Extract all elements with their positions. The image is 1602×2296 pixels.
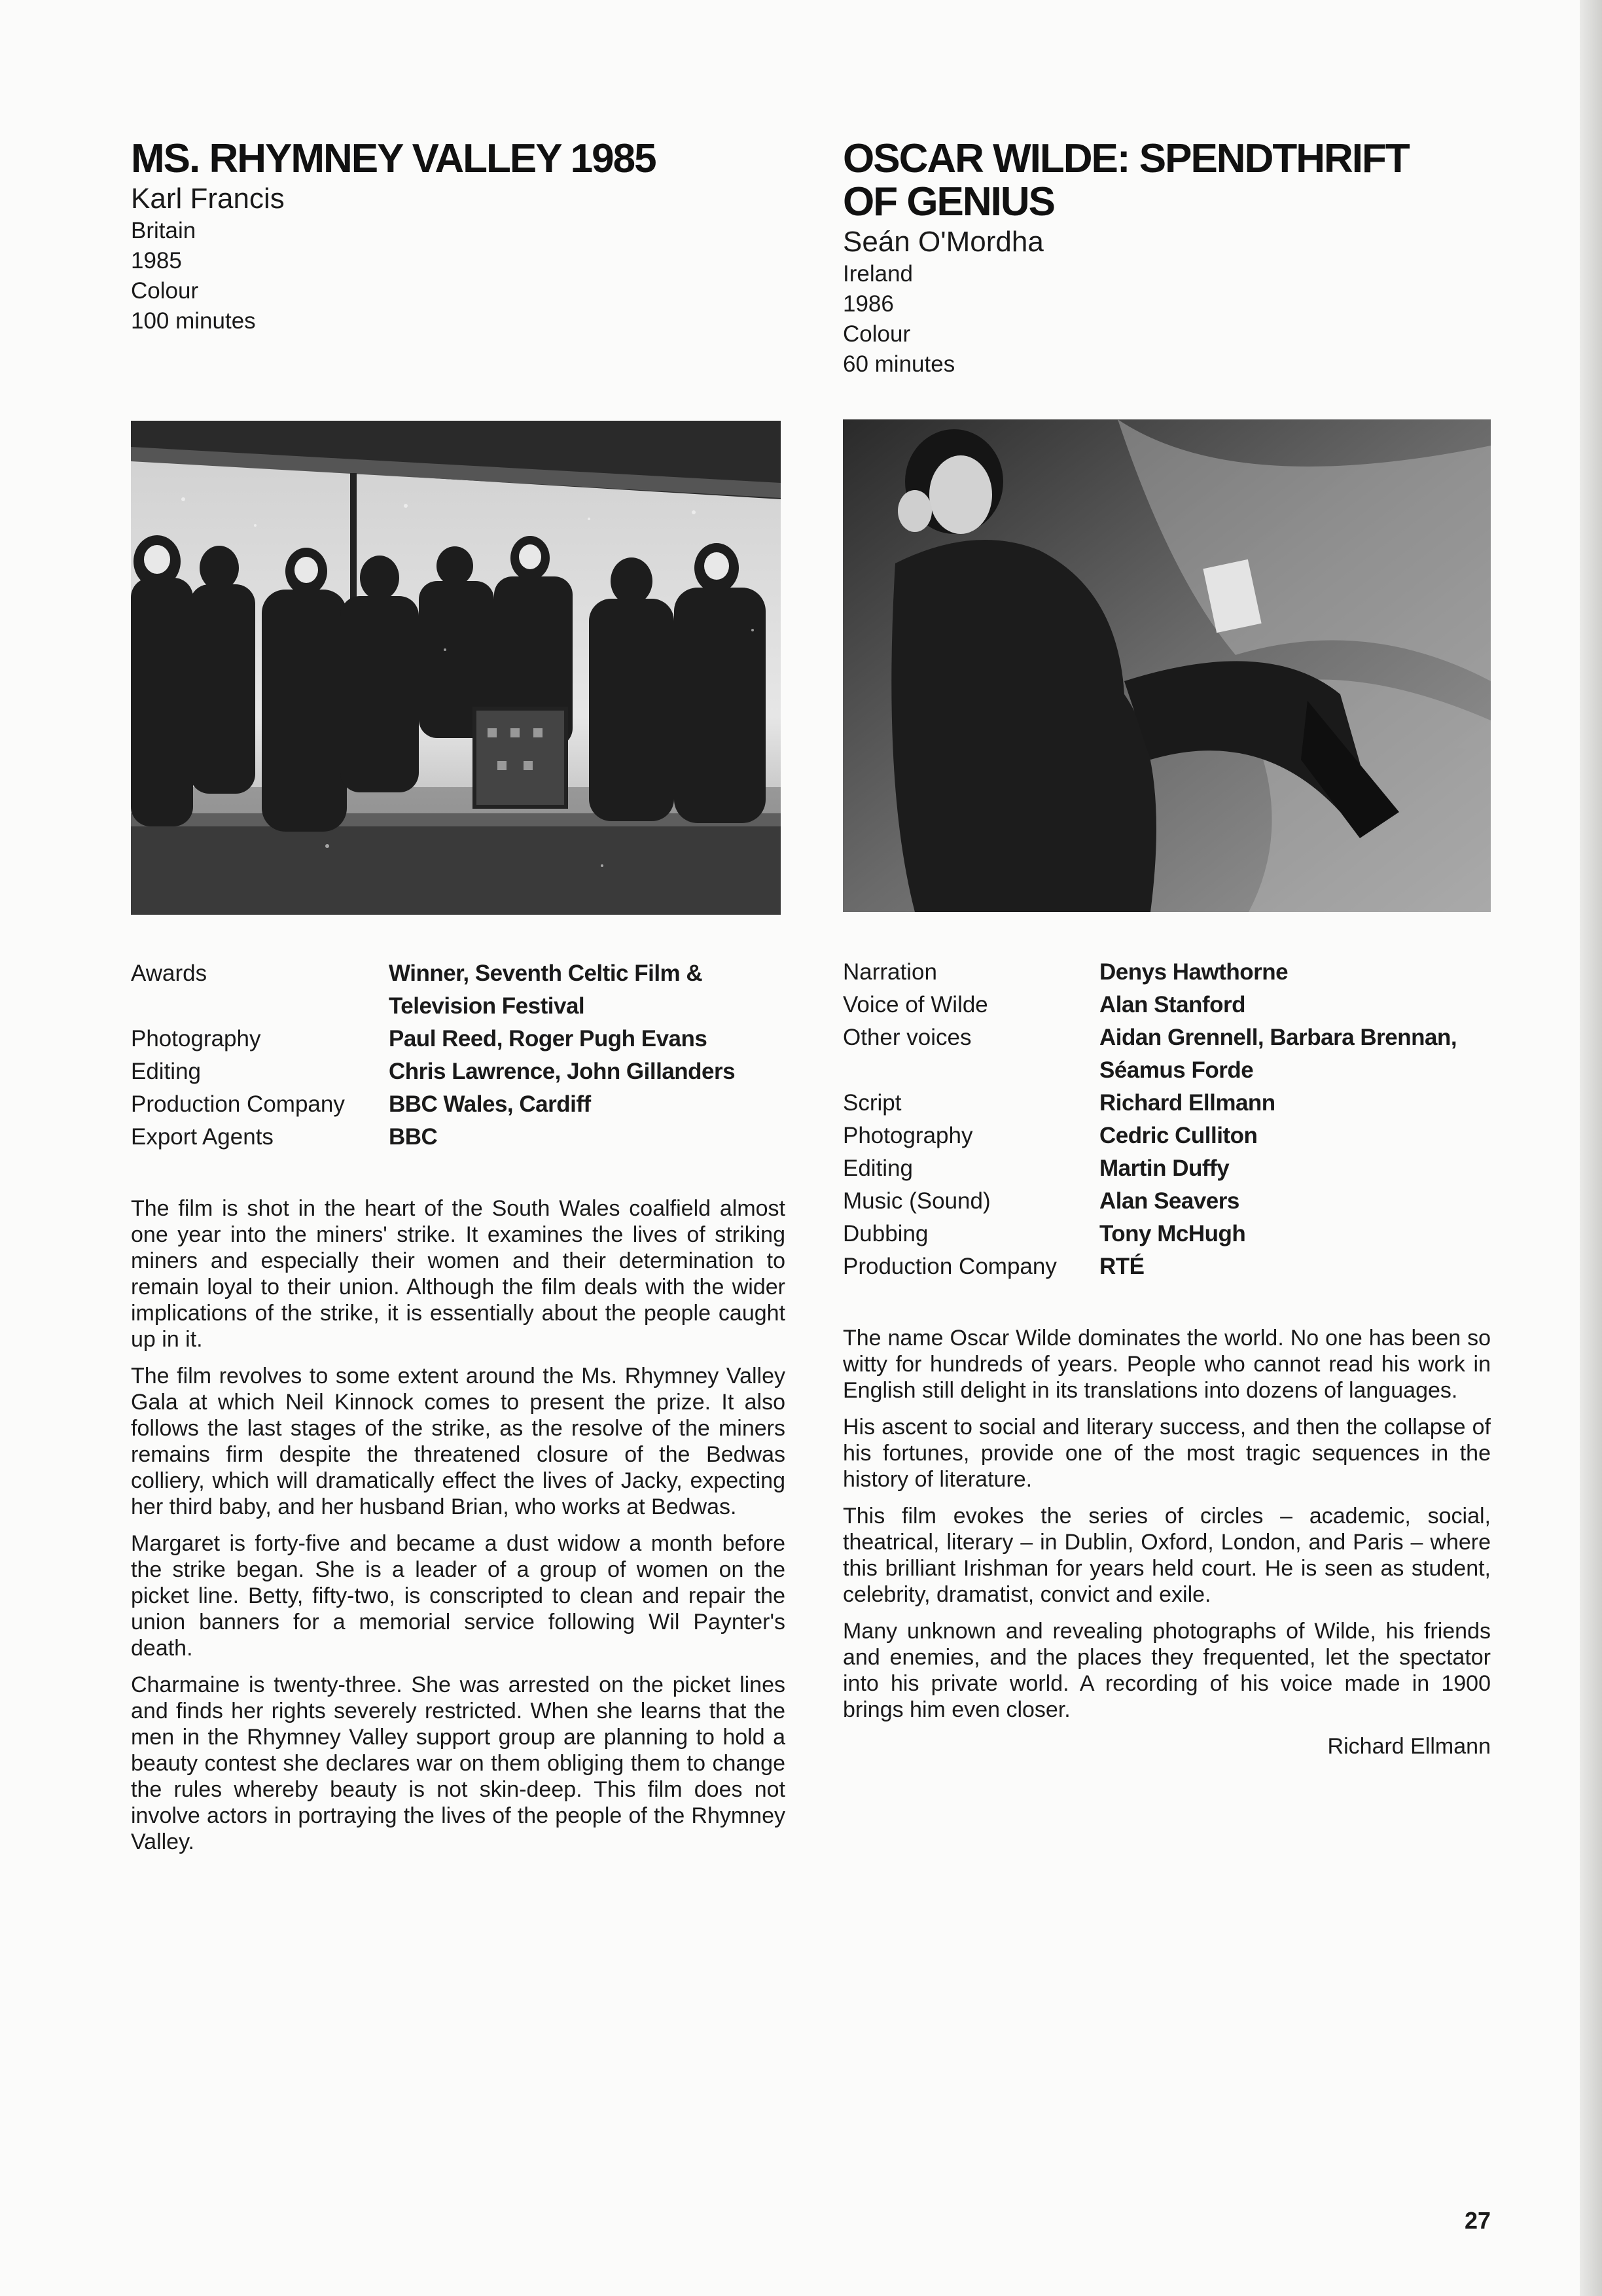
- credit-name: Aidan Grennell, Barbara Brennan, Séamus Forde: [1099, 1025, 1457, 1083]
- left-film-director: Karl Francis: [131, 183, 285, 215]
- left-film-title: MS. RHYMNEY VALLEY 1985: [131, 136, 656, 181]
- right-film-header: [843, 137, 1491, 380]
- credit-role: Production Company: [843, 1254, 1057, 1279]
- credit-row: [843, 1250, 1491, 1283]
- credit-name: Martin Duffy: [1099, 1156, 1230, 1181]
- credit-row: [131, 1088, 785, 1121]
- credit-role: Awards: [131, 961, 207, 986]
- credit-row: [131, 957, 785, 1023]
- credit-row: [131, 1121, 785, 1154]
- body-paragraph: The film is shot in the heart of the South Wales coalfield almost one year into the miners' strike. It examines the lives of striking miners and especially their women and their determination to remain loyal to their union. Although the film deals with the wider implications of the strike, it is essentially about the people caught up in it.: [131, 1196, 785, 1352]
- credit-role: Script: [843, 1090, 902, 1116]
- credit-name: RTÉ: [1099, 1254, 1145, 1279]
- credit-name: Alan Stanford: [1099, 992, 1245, 1017]
- credit-row: [131, 1023, 785, 1055]
- body-paragraph: Many unknown and revealing photographs of Wilde, his friends and enemies, and the places they frequented, let the spectator into his private world. A recording of his voice made in 1900 brings him even closer.: [843, 1619, 1491, 1722]
- credit-name: BBC Wales, Cardiff: [389, 1091, 591, 1117]
- credit-row: [843, 1021, 1491, 1087]
- credit-row: [843, 989, 1491, 1021]
- credit-role: Photography: [131, 1026, 261, 1051]
- credit-role: Other voices: [843, 1025, 972, 1050]
- credit-role: Narration: [843, 959, 937, 985]
- credit-role: Music (Sound): [843, 1188, 991, 1214]
- credit-name: Winner, Seventh Celtic Film & Television Festival: [389, 961, 703, 1019]
- credit-name: Paul Reed, Roger Pugh Evans: [389, 1026, 707, 1051]
- body-paragraph: Margaret is forty-five and became a dust widow a month before the strike began. She is a leader of a group of women on the picket line. Betty, fifty-two, is conscripted to clean and repair the union banners for a memorial service following Wil Paynter's death.: [131, 1531, 785, 1661]
- credit-name: BBC: [389, 1124, 438, 1150]
- body-paragraph: His ascent to social and literary success, and then the collapse of his fortunes, provide one of the most tragic sequences in the history of literature.: [843, 1415, 1491, 1492]
- credit-role: Production Company: [131, 1091, 345, 1117]
- credit-row: [131, 1055, 785, 1088]
- credit-row: [843, 1152, 1491, 1185]
- credit-role: Export Agents: [131, 1124, 274, 1150]
- right-film-format: Colour: [843, 321, 911, 347]
- right-film-director: Seán O'Mordha: [843, 226, 1044, 258]
- credit-role: Dubbing: [843, 1221, 929, 1246]
- credit-name: Tony McHugh: [1099, 1221, 1246, 1246]
- body-paragraph: Charmaine is twenty-three. She was arrested on the picket lines and finds her rights severely restricted. When she learns that the men in the Rhymney Valley support group are planning to hold a beauty contest she declares war on them obliging them to change the rules whereby beauty is not skin-deep. This film does not involve actors in portraying the lives of the people of the Rhymney Valley.: [131, 1672, 785, 1854]
- credit-role: Editing: [131, 1059, 202, 1084]
- miners-photo-image: [131, 421, 781, 915]
- credit-row: [843, 1120, 1491, 1152]
- credit-row: [843, 1087, 1491, 1120]
- credit-name: Cedric Culliton: [1099, 1123, 1258, 1148]
- right-film-description: [843, 1325, 1491, 1759]
- credit-row: [843, 1218, 1491, 1250]
- left-film-header: [131, 137, 785, 336]
- oscar-wilde-photo-image: [843, 419, 1491, 912]
- left-film-country: Britain: [131, 218, 196, 243]
- left-film-duration: 100 minutes: [131, 308, 256, 334]
- page-number: 27: [1465, 2207, 1491, 2234]
- left-film-description: [131, 1195, 785, 1865]
- credit-row: [843, 956, 1491, 989]
- page-edge-shadow: [1580, 0, 1602, 2296]
- body-paragraph: The film revolves to some extent around the Ms. Rhymney Valley Gala at which Neil Kinnock comes to present the prize. It also follows the last stages of the strike, as the resolve of the miners remains firm despite the threatened closure of the Bedwas colliery, which will dramatically effect the lives of Jacky, expecting her third baby, and her husband Brian, who works at Bedwas.: [131, 1364, 785, 1519]
- right-film-duration: 60 minutes: [843, 351, 955, 377]
- credit-name: Richard Ellmann: [1099, 1090, 1275, 1116]
- right-film-credits: [843, 956, 1491, 1283]
- right-film-year: 1986: [843, 291, 894, 317]
- right-film-country: Ireland: [843, 261, 914, 287]
- credit-name: Denys Hawthorne: [1099, 959, 1289, 985]
- miners-group-photo: [131, 421, 781, 915]
- body-paragraph: This film evokes the series of circles – academic, social, theatrical, literary – in Dublin, Oxford, London, and Paris – where this brilliant Irishman for years held court. He is seen as student, celebrity, dramatist, convict and exile.: [843, 1504, 1491, 1607]
- credit-row: [843, 1185, 1491, 1218]
- body-paragraph: The name Oscar Wilde dominates the world. No one has been so witty for hundreds of years. People who cannot read his work in English still delight in its translations into dozens of languages.: [843, 1326, 1491, 1403]
- review-signature: Richard Ellmann: [1327, 1734, 1491, 1759]
- left-film-format: Colour: [131, 278, 199, 304]
- oscar-wilde-portrait-photo: [843, 419, 1491, 912]
- credit-role: Editing: [843, 1156, 914, 1181]
- left-film-year: 1985: [131, 248, 182, 274]
- right-film-title-line2: OF GENIUS: [843, 179, 1055, 224]
- left-film-credits: [131, 957, 785, 1154]
- credit-name: Chris Lawrence, John Gillanders: [389, 1059, 736, 1084]
- credit-name: Alan Seavers: [1099, 1188, 1239, 1214]
- credit-role: Photography: [843, 1123, 973, 1148]
- right-film-title-line1: OSCAR WILDE: SPENDTHRIFT: [843, 136, 1409, 181]
- credit-role: Voice of Wilde: [843, 992, 988, 1017]
